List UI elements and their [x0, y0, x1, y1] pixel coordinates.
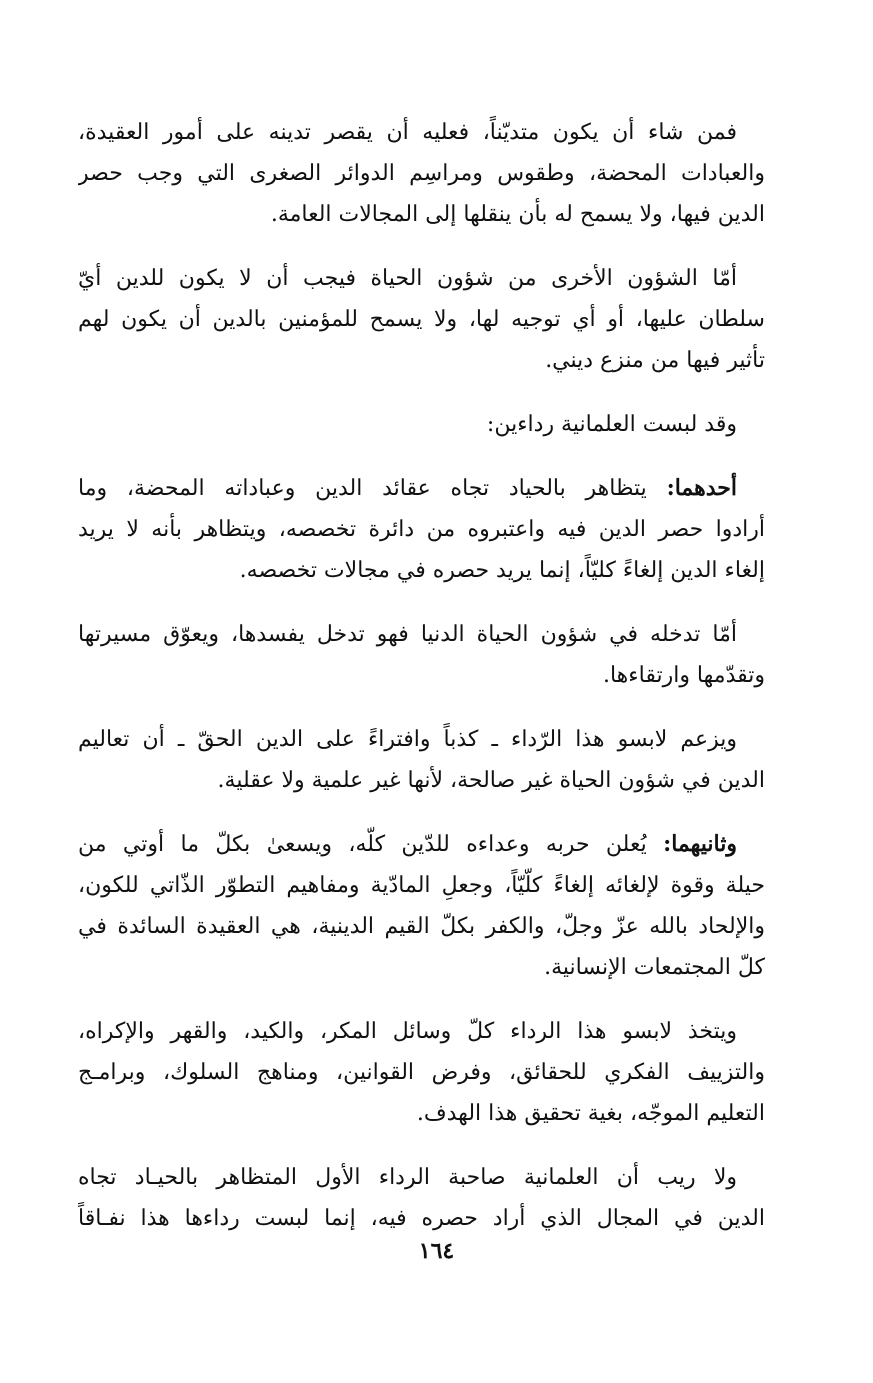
text-line: وقد لبست العلمانية رداءين: [486, 412, 737, 437]
text-line: الدين في المجال الذي أراد حصره فيه، إنما لبست رداءها هذا نفـاقاً [78, 1206, 765, 1231]
text-line: الدين فيها، ولا يسمح له بأن ينقلها إلى المجالات العامة. [270, 202, 765, 227]
paragraph-7 [78, 824, 765, 988]
text-line: الدين في شؤون الحياة غير صالحة، لأنها غير علمية ولا عقلية. [217, 768, 765, 793]
text-line: أمّا الشؤون الأخرى من شؤون الحياة فيجب أن لا يكون للدين أيّ [78, 266, 737, 291]
page-body [78, 112, 765, 1262]
text-line: ويزعم لابسو هذا الرّداء ـ كذباً وافتراءً على الدين الحقّ ـ أن تعاليم [78, 727, 737, 752]
text-line: والتزييف الفكري للحقائق، وفرض القوانين، ومناهج السلوك، وبرامـج [78, 1060, 765, 1085]
paragraph-8 [78, 1011, 765, 1134]
paragraph-1 [78, 112, 765, 235]
text-line: أمّا تدخله في شؤون الحياة الدنيا فهو تدخل يفسدها، ويعوّق مسيرتها [78, 622, 737, 647]
text-segment: يتظاهر بالحياد تجاه عقائد الدين وعباداته المحضة، وما [78, 476, 667, 501]
text-line: وتقدّمها وارتقاءها. [602, 663, 765, 688]
lead-term-second: وثانيهما: [663, 831, 737, 857]
text-line: أرادوا حصر الدين فيه واعتبروه من دائرة تخصصه، ويتظاهر بأنه لا يريد [78, 517, 765, 542]
text-line [78, 824, 765, 865]
text-line: سلطان عليها، أو أي توجيه لها، ولا يسمح للمؤمنين بالدين أن يكون لهم [78, 307, 765, 332]
paragraph-6 [78, 719, 765, 801]
text-line [78, 468, 765, 509]
text-line: والإلحاد بالله عزّ وجلّ، والكفر بكلّ القيم الدينية، هي العقيدة السائدة في [78, 914, 765, 939]
paragraph-9 [78, 1157, 765, 1239]
lead-term-first: أحدهما: [666, 475, 737, 501]
text-line: والعبادات المحضة، وطقوس ومراسِم الدوائر الصغرى التي وجب حصر [78, 161, 765, 186]
text-segment: يُعلن حربه وعداءه للدّين كلّه، ويسعىٰ بكلّ ما أوتي من [78, 832, 664, 857]
text-line: التعليم الموجّه، بغية تحقيق هذا الهدف. [416, 1101, 765, 1126]
paragraph-2 [78, 258, 765, 381]
paragraph-5 [78, 614, 765, 696]
paragraph-3 [78, 404, 765, 445]
paragraph-4 [78, 468, 765, 591]
text-line: كلّ المجتمعات الإنسانية. [544, 955, 765, 980]
text-line: فمن شاء أن يكون متديّناً، فعليه أن يقصر تدينه على أمور العقيدة، [78, 120, 737, 145]
text-line: ويتخذ لابسو هذا الرداء كلّ وسائل المكر، والكيد، والقهر والإكراه، [78, 1019, 737, 1044]
text-line: تأثير فيها من منزع ديني. [545, 348, 765, 373]
text-line: ولا ريب أن العلمانية صاحبة الرداء الأول المتظاهر بالحيـاد تجاه [78, 1165, 737, 1190]
text-line: إلغاء الدين إلغاءً كليّاً، إنما يريد حصره في مجالات تخصصه. [239, 558, 765, 583]
text-line: حيلة وقوة لإلغائه إلغاءً كلّيّاً، وجعلِ المادّية ومفاهيم التطوّر الذّاتي للكون، [78, 873, 765, 898]
page-number: ١٦٤ [418, 1238, 455, 1264]
